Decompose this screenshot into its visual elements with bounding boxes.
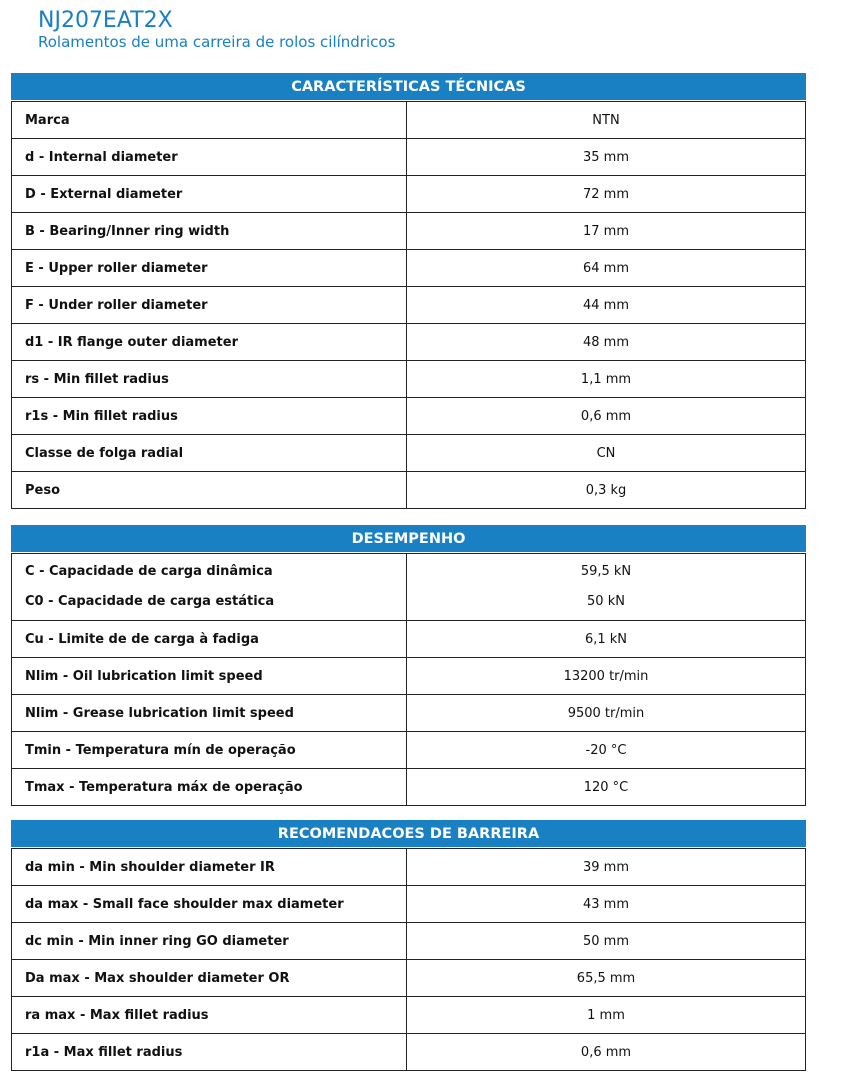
spec-table (11, 101, 806, 509)
row-value: 43 mm (407, 886, 806, 923)
row-value: 9500 tr/min (407, 695, 806, 732)
row-value: NTN (407, 102, 806, 139)
table-row (12, 398, 806, 435)
section-performance (11, 525, 806, 806)
table-row (12, 324, 806, 361)
table-row (12, 923, 806, 960)
section-header: DESEMPENHO (11, 525, 806, 553)
row-label: F - Under roller diameter (12, 287, 407, 324)
section-header: RECOMENDACOES DE BARREIRA (11, 820, 806, 848)
row-value: 0,3 kg (407, 472, 806, 509)
row-value: 0,6 mm (407, 398, 806, 435)
row-value: 17 mm (407, 213, 806, 250)
table-row (12, 361, 806, 398)
section-header: CARACTERÍSTICAS TÉCNICAS (11, 73, 806, 101)
row-value: 1,1 mm (407, 361, 806, 398)
table-row (12, 1034, 806, 1071)
table-row (12, 960, 806, 997)
row-label: Tmax - Temperatura máx de operação (12, 769, 407, 806)
row-label: r1s - Min fillet radius (12, 398, 407, 435)
row-label: Peso (12, 472, 407, 509)
row-label: ra max - Max fillet radius (12, 997, 407, 1034)
table-row (12, 621, 806, 658)
table-row (12, 695, 806, 732)
row-value: 6,1 kN (407, 621, 806, 658)
row-value: 48 mm (407, 324, 806, 361)
row-label: B - Bearing/Inner ring width (12, 213, 407, 250)
row-value: 39 mm (407, 849, 806, 886)
row-value: 64 mm (407, 250, 806, 287)
row-value: CN (407, 435, 806, 472)
row-label: Nlim - Oil lubrication limit speed (12, 658, 407, 695)
row-label-line: C0 - Capacidade de carga estática (25, 594, 275, 609)
row-label-line: C - Capacidade de carga dinâmica (25, 564, 273, 579)
row-value: 13200 tr/min (407, 658, 806, 695)
table-row (12, 554, 806, 621)
row-value: -20 °C (407, 732, 806, 769)
row-label: Nlim - Grease lubrication limit speed (12, 695, 407, 732)
product-title: NJ207EAT2X (38, 8, 173, 33)
row-value: 0,6 mm (407, 1034, 806, 1071)
row-value: 50 mm (407, 923, 806, 960)
row-value: 35 mm (407, 139, 806, 176)
barrier-table (11, 848, 806, 1071)
row-label: Marca (12, 102, 407, 139)
table-row (12, 769, 806, 806)
row-label: d - Internal diameter (12, 139, 407, 176)
table-row (12, 176, 806, 213)
row-label (12, 554, 407, 621)
row-label: D - External diameter (12, 176, 407, 213)
row-value (407, 554, 806, 621)
section-technical (11, 73, 806, 509)
table-row (12, 997, 806, 1034)
table-row (12, 435, 806, 472)
table-row (12, 287, 806, 324)
row-value: 120 °C (407, 769, 806, 806)
row-value-line: 59,5 kN (580, 564, 632, 579)
row-label: Classe de folga radial (12, 435, 407, 472)
table-row (12, 472, 806, 509)
row-value: 1 mm (407, 997, 806, 1034)
table-row (12, 139, 806, 176)
row-label: rs - Min fillet radius (12, 361, 407, 398)
row-value-line: 50 kN (587, 594, 625, 609)
table-row (12, 213, 806, 250)
row-label: dc min - Min inner ring GO diameter (12, 923, 407, 960)
table-row (12, 849, 806, 886)
performance-table (11, 553, 806, 806)
row-value: 65,5 mm (407, 960, 806, 997)
table-row (12, 732, 806, 769)
row-value: 72 mm (407, 176, 806, 213)
row-label: r1a - Max fillet radius (12, 1034, 407, 1071)
row-label: Tmin - Temperatura mín de operação (12, 732, 407, 769)
table-row (12, 250, 806, 287)
row-label: Da max - Max shoulder diameter OR (12, 960, 407, 997)
product-subtitle: Rolamentos de uma carreira de rolos cilíndricos (38, 33, 396, 51)
row-label: da min - Min shoulder diameter IR (12, 849, 407, 886)
table-row (12, 658, 806, 695)
row-label: E - Upper roller diameter (12, 250, 407, 287)
table-row (12, 886, 806, 923)
section-barrier (11, 820, 806, 1071)
row-label: d1 - IR flange outer diameter (12, 324, 407, 361)
row-label: Cu - Limite de de carga à fadiga (12, 621, 407, 658)
row-label: da max - Small face shoulder max diameter (12, 886, 407, 923)
row-value: 44 mm (407, 287, 806, 324)
table-row (12, 102, 806, 139)
